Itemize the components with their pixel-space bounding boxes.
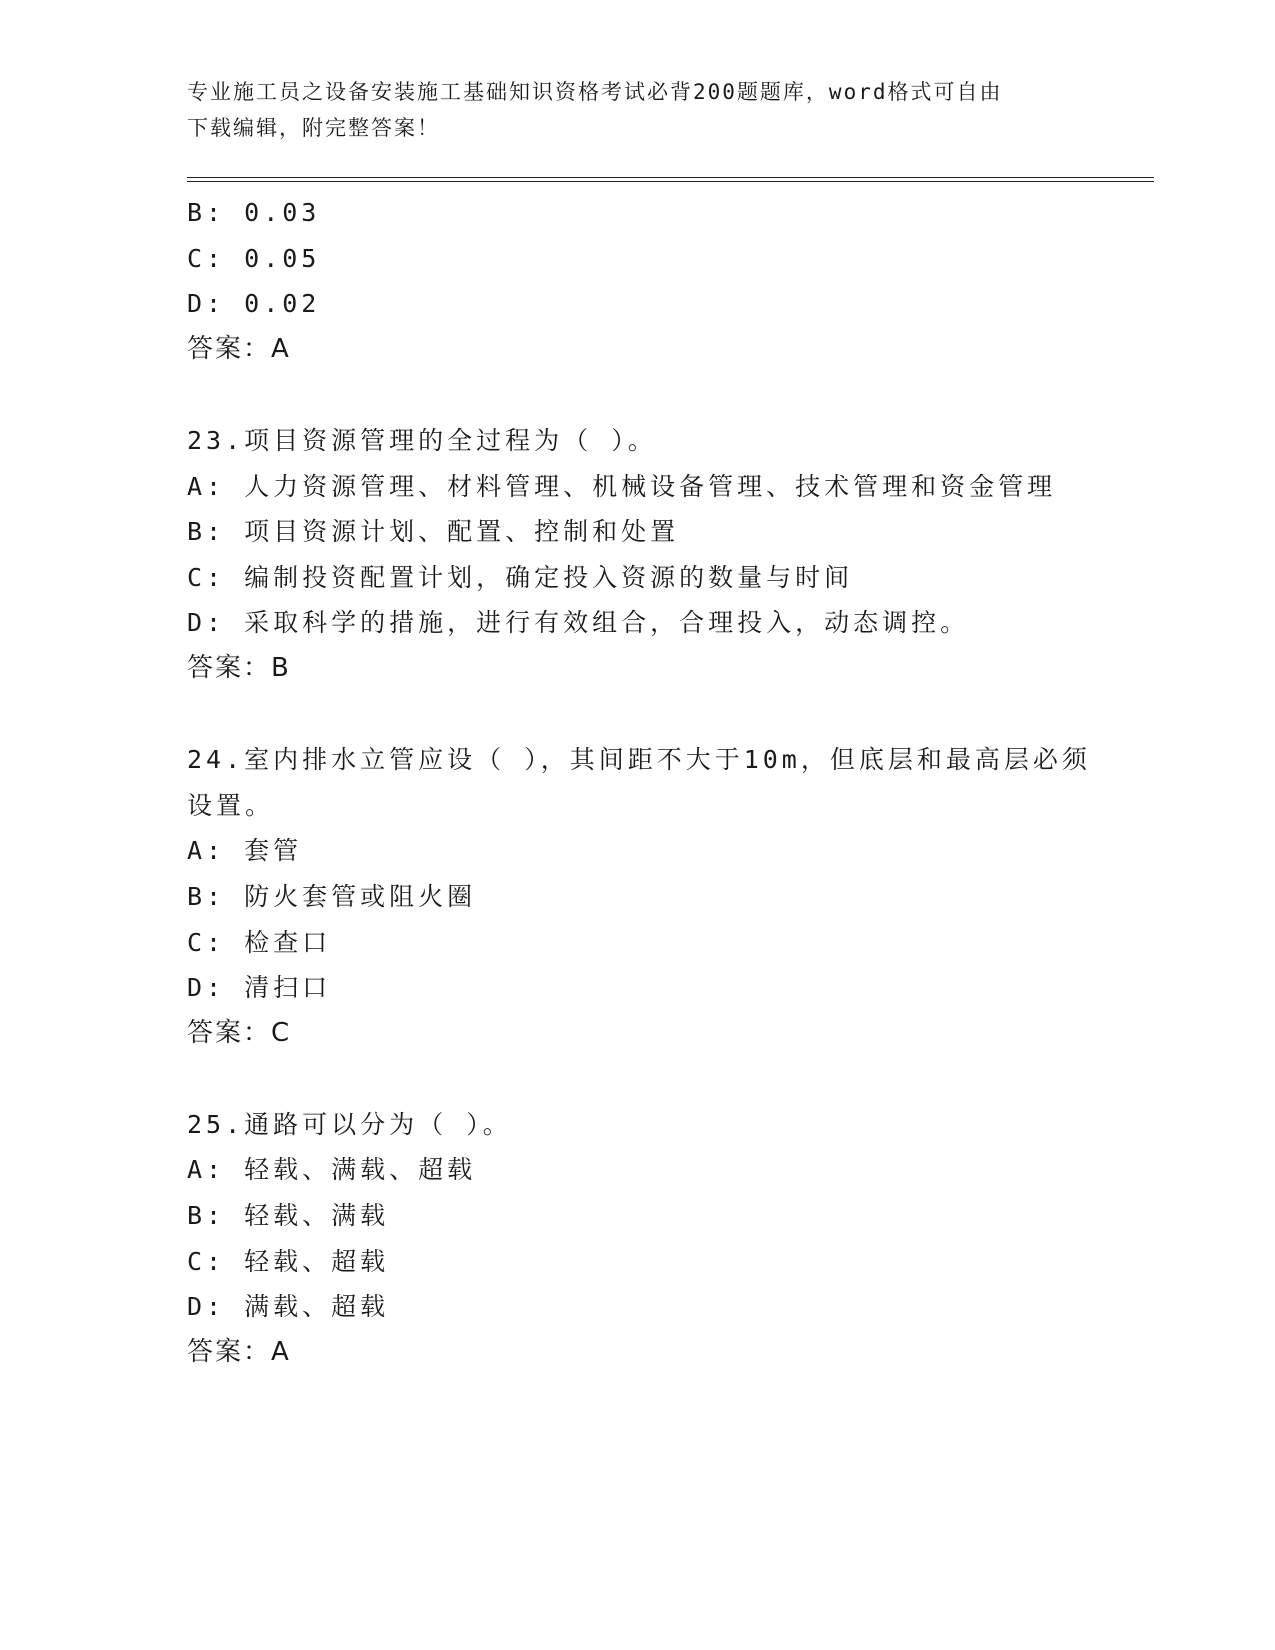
question-stem: 23.项目资源管理的全过程为（ ）。: [187, 425, 657, 455]
header-title-line-2: 下载编辑，附完整答案！: [187, 116, 440, 140]
option-c: C: 检查口: [187, 927, 332, 957]
question-stem: 25.通路可以分为（ ）。: [187, 1109, 512, 1139]
option-a: A: 套管: [187, 836, 303, 866]
question-25: [187, 1102, 1087, 1376]
question-stem: 24.室内排水立管应设（ ），其间距不大于10m，但底层和最高层必须: [187, 745, 1091, 775]
header-title-line-1: 专业施工员之设备安装施工基础知识资格考试必背200题题库，word格式可自由: [187, 80, 1003, 104]
question-stem-continued: 设置。: [187, 790, 275, 820]
question-24: [187, 737, 1091, 1056]
question-content: [187, 190, 1091, 1375]
document-header: [187, 74, 1067, 146]
spacer: [187, 1056, 1087, 1102]
option-c: C: 轻载、超载: [187, 1246, 390, 1276]
spacer: [187, 372, 1087, 418]
option-a: A: 人力资源管理、材料管理、机械设备管理、技术管理和资金管理: [187, 471, 1057, 501]
option-c: C: 编制投资配置计划，确定投入资源的数量与时间: [187, 562, 854, 592]
question-23: [187, 418, 1087, 692]
option-c: C: 0.05: [187, 243, 321, 273]
option-b: B: 轻载、满载: [187, 1201, 390, 1231]
option-a: A: 轻载、满载、超载: [187, 1155, 477, 1185]
option-b: B: 项目资源计划、配置、控制和处置: [187, 517, 680, 547]
answer-line: 答案：B: [187, 652, 291, 683]
spacer: [187, 692, 1087, 738]
answer-line: 答案：A: [187, 1336, 291, 1367]
option-d: D: 0.02: [187, 289, 321, 319]
header-divider-bottom: [187, 181, 1154, 182]
header-divider-top: [187, 177, 1154, 178]
question-22-continued: [187, 190, 1087, 372]
option-d: D: 满载、超载: [187, 1292, 390, 1322]
option-d: D: 采取科学的措施，进行有效组合，合理投入，动态调控。: [187, 608, 970, 638]
option-b: B: 防火套管或阻火圈: [187, 881, 477, 911]
option-b: B: 0.03: [187, 198, 321, 227]
answer-line: 答案：A: [187, 333, 291, 364]
answer-line: 答案：C: [187, 1017, 292, 1048]
option-d: D: 清扫口: [187, 973, 332, 1003]
